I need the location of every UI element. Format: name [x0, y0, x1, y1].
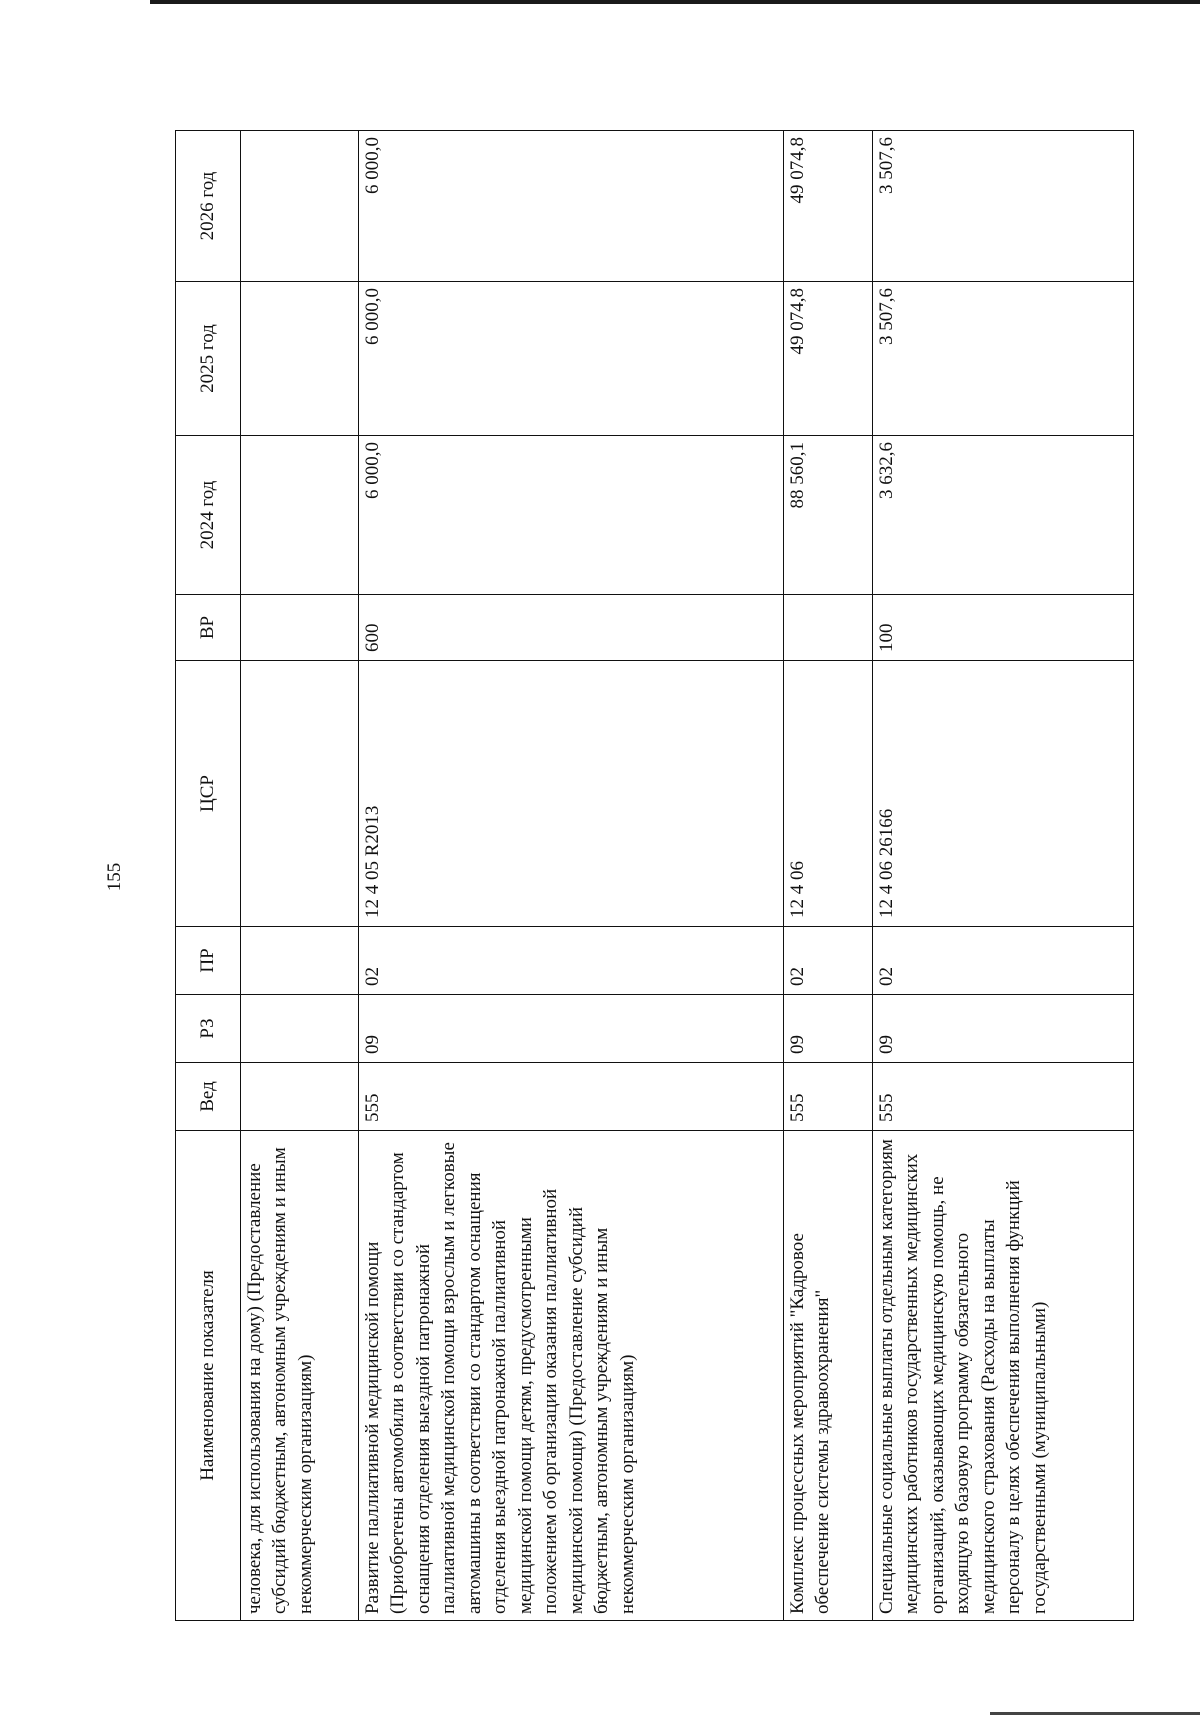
table-row	[873, 131, 1134, 1621]
row-csr: 12 4 06	[784, 661, 873, 927]
row-vr	[241, 595, 359, 661]
table-row	[359, 131, 784, 1621]
page-number: 155	[104, 862, 125, 892]
row-pr: 02	[784, 927, 873, 995]
row-name: Развитие паллиативной медицинской помощи (Приобретены автомобили в соответствии со стандартом оснащения отделения выездной патронажной паллиативной медицинской помощи взрослым и легковые автомашины в соответствии со стандартом оснащения отделения выездной патронажной паллиативной медицинской помощи детям, предусмотренными положением об организации оказания паллиативной медицинской помощи) (Предоставление субсидий бюджетным, автономным учреждениям и иным некоммерческим организациям)	[359, 1131, 784, 1621]
row-2025: 49 074,8	[784, 282, 873, 436]
row-csr	[241, 661, 359, 927]
row-ved	[241, 1063, 359, 1131]
header-2026: 2026 год	[176, 131, 241, 282]
row-2026: 3 507,6	[873, 131, 1134, 282]
row-pr: 02	[359, 927, 784, 995]
header-vr: ВР	[176, 595, 241, 661]
row-2024: 88 560,1	[784, 436, 873, 595]
row-vr	[784, 595, 873, 661]
header-pr: ПР	[176, 927, 241, 995]
row-name: человека, для использования на дому) (Предоставление субсидий бюджетным, автономным учреждениям и иным некоммерческим организациям)	[241, 1131, 359, 1621]
header-rz: РЗ	[176, 995, 241, 1063]
bottom-scan-border	[990, 1712, 1200, 1715]
row-csr: 12 4 06 26166	[873, 661, 1134, 927]
row-2024: 3 632,6	[873, 436, 1134, 595]
header-ved: Вед	[176, 1063, 241, 1131]
row-2024	[241, 436, 359, 595]
row-2024: 6 000,0	[359, 436, 784, 595]
header-2025: 2025 год	[176, 282, 241, 436]
row-name: Специальные социальные выплаты отдельным категориям медицинских работников государственных медицинских организаций, оказывающих медицинскую помощь, не входящую в базовую программу обязательного медицинского страхования (Расходы на выплаты персоналу в целях обеспечения выполнения функций государственными (муниципальными)	[873, 1131, 1134, 1621]
row-rz	[241, 995, 359, 1063]
row-rz: 09	[784, 995, 873, 1063]
header-2024: 2024 год	[176, 436, 241, 595]
row-csr: 12 4 05 R2013	[359, 661, 784, 927]
budget-table	[175, 130, 1134, 1621]
row-name: Комплекс процессных мероприятий "Кадровое обеспечение системы здравоохранения"	[784, 1131, 873, 1621]
row-rz: 09	[359, 995, 784, 1063]
rotated-table-container	[175, 131, 1130, 1621]
row-vr: 600	[359, 595, 784, 661]
row-2026: 49 074,8	[784, 131, 873, 282]
row-pr	[241, 927, 359, 995]
top-scan-border	[150, 0, 1200, 4]
row-2026	[241, 131, 359, 282]
row-ved: 555	[873, 1063, 1134, 1131]
row-2025: 3 507,6	[873, 282, 1134, 436]
row-2026: 6 000,0	[359, 131, 784, 282]
row-rz: 09	[873, 995, 1134, 1063]
row-2025: 6 000,0	[359, 282, 784, 436]
row-vr: 100	[873, 595, 1134, 661]
header-csr: ЦСР	[176, 661, 241, 927]
table-row	[241, 131, 359, 1621]
row-2025	[241, 282, 359, 436]
header-name: Наименование показателя	[176, 1131, 241, 1621]
table-row	[784, 131, 873, 1621]
row-ved: 555	[359, 1063, 784, 1131]
table-header-row	[176, 131, 241, 1621]
row-pr: 02	[873, 927, 1134, 995]
row-ved: 555	[784, 1063, 873, 1131]
